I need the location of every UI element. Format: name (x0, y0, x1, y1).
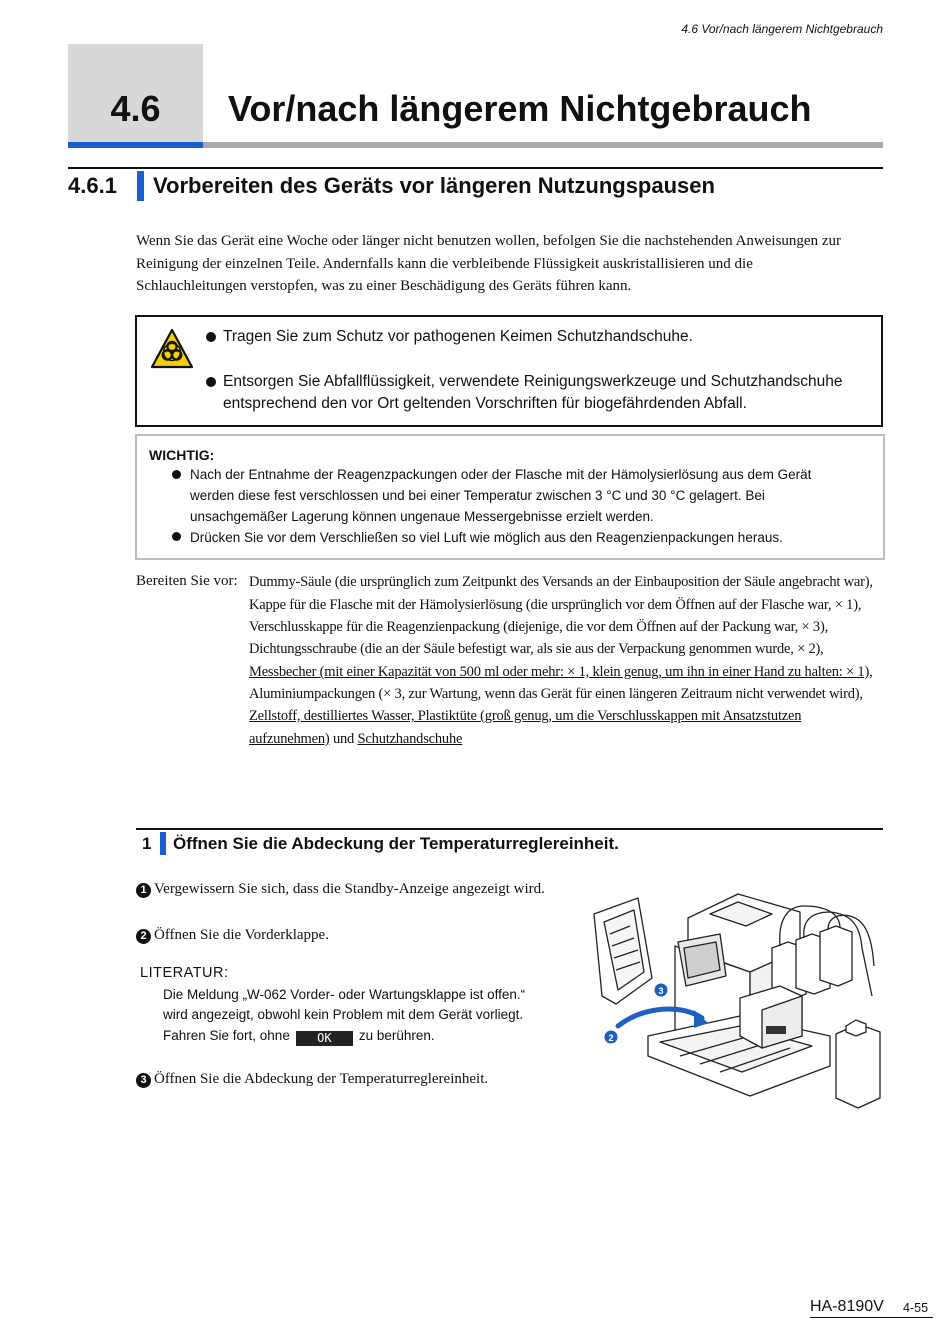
substep-text: Öffnen Sie die Vorderklappe. (154, 927, 329, 943)
substep-3 (136, 1071, 488, 1088)
section-rule (68, 167, 883, 169)
step-marker-3: 3 (136, 1073, 151, 1088)
intro-line: Schlauchleitungen verstopfen, was zu einer Beschädigung des Geräts führen kann. (136, 278, 632, 294)
step-marker-1: 1 (136, 883, 151, 898)
prep-item-part: und (329, 731, 358, 747)
warning-item: Entsorgen Sie Abfallflüssigkeit, verwendete Reinigungswerkzeuge und Schutzhandschuhe (223, 373, 843, 390)
step-marker-2: 2 (136, 929, 151, 944)
prep-item (249, 731, 462, 748)
important-title: WICHTIG: (149, 447, 215, 463)
step-title: Öffnen Sie die Abdeckung der Temperaturreglereinheit. (173, 834, 619, 853)
literature-line: Die Meldung „W-062 Vorder- oder Wartungsklappe ist offen.“ (163, 987, 526, 1002)
prep-label: Bereiten Sie vor: (136, 573, 238, 589)
ok-key: OK (296, 1031, 353, 1046)
running-header: 4.6 Vor/nach längerem Nichtgebrauch (681, 22, 883, 36)
bullet-icon (206, 332, 216, 342)
literature-line (163, 1028, 435, 1046)
prep-item-part: Schutzhandschuhe (357, 731, 463, 747)
literature-text: Fahren Sie fort, ohne (163, 1028, 290, 1043)
analyzer-device-illustration (590, 886, 885, 1118)
step-accent-bar (160, 832, 166, 855)
literature-text: zu berühren. (358, 1028, 435, 1043)
prep-item-part: aufzunehmen) (249, 731, 330, 747)
step-number: 1 (142, 834, 152, 853)
important-item: Drücken Sie vor dem Verschließen so viel Luft wie möglich aus den Reagenzienpackungen heraus. (190, 530, 783, 545)
important-item: Nach der Entnahme der Reagenzpackungen oder der Flasche mit der Hämolysierlösung aus dem Gerät (190, 467, 812, 482)
prep-item: Dichtungsschraube (die an der Säule befestigt war, als sie aus der Verpackung genommen wurde, × 2), (249, 641, 824, 657)
callout-label: 2 (608, 1033, 614, 1043)
intro-paragraph (136, 230, 884, 298)
callout-label: 3 (658, 986, 664, 996)
intro-line: Wenn Sie das Gerät eine Woche oder länger nicht benutzen wollen, befolgen Sie die nachstehenden Anweisungen zur (136, 233, 841, 249)
section-title: Vorbereiten des Geräts vor längeren Nutzungspausen (153, 173, 715, 198)
bullet-icon (172, 470, 181, 479)
intro-line: Reinigung der einzelnen Teile. Andernfalls kann die verbleibende Flüssigkeit auskristallisieren und die (136, 255, 753, 272)
bullet-icon (206, 377, 216, 387)
prep-item: Verschlusskappe für die Reagenzienpackung (diejenige, die vor dem Öffnen auf der Packung war, × 3), (249, 619, 828, 635)
warning-item: Tragen Sie zum Schutz vor pathogenen Keimen Schutzhandschuhe. (223, 328, 693, 345)
footer-page-number: 4-55 (903, 1301, 929, 1315)
literature-title: LITERATUR: (140, 965, 229, 981)
important-item-continued: werden diese fest verschlossen und bei einer Temperatur zwischen 3 °C und 30 °C gelagert. Bei (190, 488, 765, 503)
footer-rule (810, 1317, 933, 1318)
warning-item-continued: entsprechend den vor Ort geltenden Vorschriften für biogefährdenden Abfall. (223, 395, 747, 412)
important-item-continued: unsachgemäßer Lagerung können ungenaue Messergebnisse erzielt werden. (190, 509, 654, 524)
substep-text: Vergewissern Sie sich, dass die Standby-Anzeige angezeigt wird. (154, 881, 545, 897)
prep-item: Dummy-Säule (die ursprünglich zum Zeitpunkt des Versands an der Einbauposition der Säule angebracht war), (249, 574, 873, 590)
chapter-accent-bar (68, 142, 203, 148)
substep-2 (136, 927, 329, 944)
biohazard-icon (150, 328, 194, 370)
section-accent-bar (137, 171, 144, 201)
prep-item: Aluminiumpackungen (× 3, zur Wartung, wenn das Gerät für einen längeren Zeitraum nicht verwendet wird), (249, 686, 863, 702)
literature-line: wird angezeigt, obwohl kein Problem mit dem Gerät vorliegt. (163, 1007, 524, 1022)
chapter-rule (203, 142, 883, 148)
prep-item: Zellstoff, destilliertes Wasser, Plastiktüte (groß genug, um die Verschlusskappen mit Ansatzstutzen (249, 708, 802, 724)
chapter-number: 4.6 (110, 88, 161, 129)
bullet-icon (172, 532, 181, 541)
section-number: 4.6.1 (68, 173, 117, 198)
chapter-title: Vor/nach längerem Nichtgebrauch (228, 88, 812, 129)
step-rule (136, 828, 883, 830)
footer-model: HA-8190V (810, 1298, 884, 1315)
prep-item: Messbecher (mit einer Kapazität von 500 ml oder mehr: × 1, klein genug, um ihn in einer Hand zu halten: × 1), (249, 664, 873, 680)
substep-1 (136, 881, 545, 898)
prep-item: Kappe für die Flasche mit der Hämolysierlösung (die ursprünglich vor dem Öffnen auf der Flasche war, × 1), (249, 597, 862, 613)
substep-text: Öffnen Sie die Abdeckung der Temperaturreglereinheit. (154, 1071, 489, 1087)
